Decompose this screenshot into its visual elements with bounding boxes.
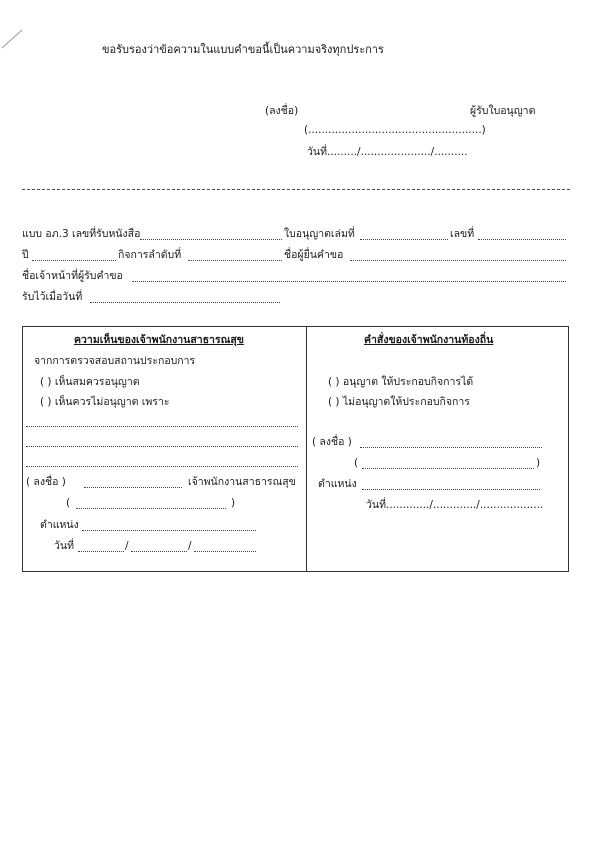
- health-officer-date-year[interactable]: [194, 551, 256, 552]
- order-deny-option[interactable]: ( ) ไม่อนุญาตให้ประกอบกิจการ: [328, 396, 470, 408]
- health-officer-date-label: วันที่: [54, 540, 74, 552]
- received-date-field[interactable]: [90, 302, 280, 303]
- form-number-label: แบบ อภ.3 เลขที่รับหนังสือ: [22, 228, 141, 240]
- local-officer-sign-label: ( ลงชื่อ ): [312, 436, 352, 448]
- order-approve-option[interactable]: ( ) อนุญาต ให้ประกอบกิจการได้: [328, 376, 474, 388]
- applicant-name-line[interactable]: (....................................................): [304, 124, 486, 136]
- business-seq-field[interactable]: [188, 260, 282, 261]
- local-officer-sign-field[interactable]: [360, 447, 542, 448]
- received-date-label: รับไว้เมื่อวันที่: [22, 291, 83, 303]
- book-number-field[interactable]: [360, 239, 448, 240]
- health-officer-sign-label: ( ลงชื่อ ): [26, 476, 66, 488]
- section-separator: [22, 189, 570, 190]
- health-officer-opinion-heading: ความเห็นของเจ้าพนักงานสาธารณสุข: [74, 334, 244, 346]
- year-label: ปี: [22, 249, 29, 261]
- officer-name-label: ชื่อเจ้าหน้าที่ผู้รับคำขอ: [22, 270, 123, 282]
- certification-statement: ขอรับรองว่าข้อความในแบบคำขอนี้เป็นความจริงทุกประการ: [102, 43, 384, 56]
- local-officer-order-heading: คำสั่งของเจ้าพนักงานท้องถิ่น: [364, 334, 494, 346]
- license-number-label: เลขที่: [450, 228, 475, 240]
- date-slash-2: /: [188, 540, 192, 552]
- date-slash-1: /: [125, 540, 129, 552]
- license-number-field[interactable]: [478, 239, 566, 240]
- health-officer-name-field[interactable]: [76, 508, 226, 509]
- business-seq-label: กิจการลำดับที่: [118, 249, 182, 261]
- applicant-date-line[interactable]: วันที่........./...................../..........: [307, 146, 468, 158]
- local-officer-position-field[interactable]: [362, 489, 540, 490]
- reason-line-3[interactable]: [26, 466, 298, 467]
- applicant-name-label: ชื่อผู้ยื่นคำขอ: [284, 249, 344, 261]
- recommend-deny-option[interactable]: ( ) เห็นควรไม่อนุญาต เพราะ: [40, 396, 170, 408]
- officer-name-field[interactable]: [132, 281, 566, 282]
- approval-box-divider: [306, 326, 307, 572]
- local-officer-name-close: ): [536, 457, 541, 469]
- health-officer-sign-field[interactable]: [84, 487, 182, 488]
- applicant-sign-label: (ลงชื่อ): [265, 105, 299, 117]
- scan-corner-mark: [0, 0, 26, 52]
- health-officer-name-open: (: [66, 497, 71, 509]
- local-officer-name-field[interactable]: [362, 468, 534, 469]
- inspection-intro: จากการตรวจสอบสถานประกอบการ: [34, 355, 196, 367]
- receipt-number-field[interactable]: [140, 239, 282, 240]
- local-officer-name-open: (: [354, 457, 359, 469]
- health-officer-position-label: ตำแหน่ง: [40, 519, 79, 531]
- local-officer-date-line[interactable]: วันที่............./............./...................: [366, 499, 544, 511]
- applicant-name-field[interactable]: [350, 260, 566, 261]
- health-officer-position-field[interactable]: [82, 530, 256, 531]
- applicant-role: ผู้รับใบอนุญาต: [470, 105, 536, 117]
- health-officer-role: เจ้าพนักงานสาธารณสุข: [188, 476, 296, 488]
- reason-line-1[interactable]: [26, 426, 298, 427]
- recommend-approve-option[interactable]: ( ) เห็นสมควรอนุญาต: [40, 376, 140, 388]
- health-officer-date-day[interactable]: [78, 551, 124, 552]
- reason-line-2[interactable]: [26, 446, 298, 447]
- year-field[interactable]: [32, 260, 116, 261]
- health-officer-name-close: ): [231, 497, 236, 509]
- health-officer-date-month[interactable]: [131, 551, 187, 552]
- book-number-label: ใบอนุญาตเล่มที่: [284, 228, 355, 240]
- local-officer-position-label: ตำแหน่ง: [318, 478, 357, 490]
